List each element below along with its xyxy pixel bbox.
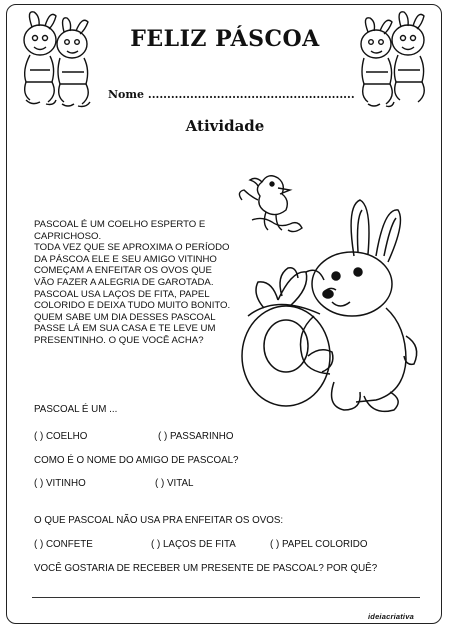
activity-subtitle: Atividade bbox=[185, 117, 265, 135]
publisher-logo: ideiacriativa bbox=[368, 612, 414, 621]
option-passarinho[interactable]: ( ) PASSARINHO bbox=[158, 431, 234, 442]
option-papel-colorido[interactable]: ( ) PAPEL COLORIDO bbox=[270, 539, 368, 550]
story-line: DA PÁSCOA ELE E SEU AMIGO VITINHO bbox=[34, 253, 217, 265]
option-lacos-de-fita[interactable]: ( ) LAÇOS DE FITA bbox=[151, 539, 236, 550]
story-line: COLORIDO E DEIXA TUDO MUITO BONITO. bbox=[34, 300, 231, 312]
story-line: VÃO FAZER A ALEGRIA DE GAROTADA. bbox=[34, 276, 214, 288]
question-3: O QUE PASCOAL NÃO USA PRA ENFEITAR OS OVOS: bbox=[34, 515, 284, 526]
story-line: QUEM SABE UM DIA DESSES PASCOAL bbox=[34, 311, 216, 323]
answer-line[interactable] bbox=[32, 597, 420, 598]
question-2: COMO É O NOME DO AMIGO DE PASCOAL? bbox=[34, 455, 239, 466]
story-line: PASSE LÁ EM SUA CASA E TE LEVE UM bbox=[34, 323, 216, 335]
bunny-couple-icon bbox=[12, 10, 102, 110]
option-confete[interactable]: ( ) CONFETE bbox=[34, 539, 93, 550]
question-4: VOCÊ GOSTARIA DE RECEBER UM PRESENTE DE PASCOAL? POR QUÊ? bbox=[34, 563, 378, 574]
bunny-couple-icon bbox=[346, 10, 436, 110]
story-line: PASCOAL É UM COELHO ESPERTO E bbox=[34, 219, 206, 230]
option-vital[interactable]: ( ) VITAL bbox=[155, 478, 194, 489]
story-line: PRESENTINHO. O QUE VOCÊ ACHA? bbox=[34, 334, 204, 346]
option-vitinho[interactable]: ( ) VITINHO bbox=[34, 478, 86, 489]
story-line: TODA VEZ QUE SE APROXIMA O PERÍODO bbox=[34, 242, 230, 254]
story-line: PASCOAL USA LAÇOS DE FITA, PAPEL bbox=[34, 288, 210, 300]
option-coelho[interactable]: ( ) COELHO bbox=[34, 431, 88, 442]
question-1: PASCOAL É UM ... bbox=[34, 404, 118, 415]
page-title: FELIZ PÁSCOA bbox=[130, 26, 320, 52]
story-line: COMEÇAM A ENFEITAR OS OVOS QUE bbox=[34, 265, 212, 277]
name-field[interactable]: Nome ...................................................... bbox=[108, 88, 355, 101]
story-line: CAPRICHOSO. bbox=[34, 230, 102, 242]
story-text bbox=[34, 219, 269, 347]
